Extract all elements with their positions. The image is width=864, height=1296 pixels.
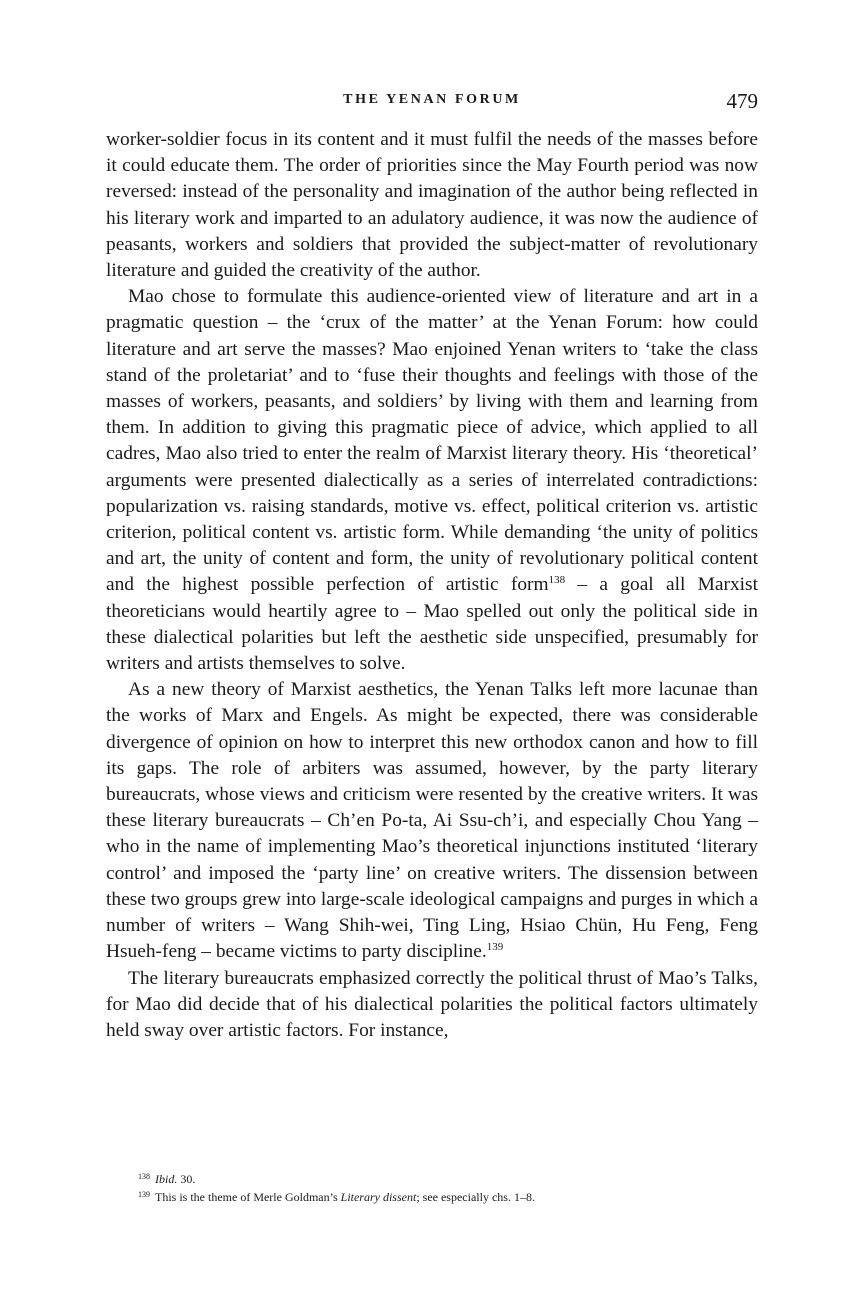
footnote-number: 138 bbox=[138, 1172, 150, 1181]
running-head bbox=[106, 90, 758, 118]
footnote-title: Ibid. bbox=[155, 1172, 178, 1186]
paragraph-text: – a goal all Marxist theoreticians would heartily agree to – Mao spelled out only the political side in these dialectical polarities but left the aesthetic side unspecified, presumably for writers and artists themselves to solve. bbox=[106, 574, 758, 675]
footnote-ref: 138 bbox=[548, 574, 566, 587]
paragraph bbox=[106, 127, 758, 284]
footnote-text: This is the theme of Merle Goldman’s bbox=[155, 1189, 341, 1204]
paragraph-text: The literary bureaucrats emphasized correctly the political thrust of Mao’s Talks, for Mao did decide that of his dialectical polarities the political factors ultimately held sway over artistic factors. For instance, bbox=[106, 967, 758, 1041]
paragraph-text: worker-soldier focus in its content and it must fulfil the needs of the masses before it could educate them. The order of priorities since the May Fourth period was now reversed: instead of the personality and imagination of the author being reflected in his literary work and imparted to an adulatory audience, it was now the audience of peasants, workers and soldiers that provided the subject-matter of revolutionary literature and guided the creativity of the author. bbox=[106, 129, 758, 282]
footnotes bbox=[138, 1171, 758, 1206]
body-text bbox=[106, 127, 758, 1044]
paragraph-text: Mao chose to formulate this audience-oriented view of literature and art in a pragmatic question – the ‘crux of the matter’ at the Yenan Forum: how could literature and art serve the masses? Mao enjoined Yenan writers to ‘take the class stand of the proletariat’ and to ‘fuse their thoughts and feelings with those of the masses of workers, peasants, and soldiers’ by living with them and learning from them. In addition to giving this pragmatic piece of advice, which applied to all cadres, Mao also tried to enter the realm of Marxist literary theory. His ‘theoretical’ arguments were presented dialectically as a series of interrelated contradictions: popularization vs. raising standards, motive vs. effect, political criterion vs. artistic criterion, political content vs. artistic form. While demanding ‘the unity of politics and art, the unity of content and form, the unity of revolutionary political content and the highest possible perfection of artistic form bbox=[106, 286, 758, 596]
book-page bbox=[106, 90, 758, 1044]
footnote-text: 30. bbox=[177, 1172, 196, 1186]
paragraph-text: As a new theory of Marxist aesthetics, the Yenan Talks left more lacunae than the works of Marx and Engels. As might be expected, there was considerable divergence of opinion on how to interpret this new orthodox canon and how to fill its gaps. The role of arbiters was assumed, however, by the party literary bureaucrats, whose views and criticism were resented by the creative writers. It was these literary bureaucrats – Ch’en Po-ta, Ai Ssu-ch’i, and especially Chou Yang – who in the name of implementing Mao’s theoretical injunctions instituted ‘literary control’ and imposed the ‘party line’ on creative writers. The dissension between these two groups grew into large-scale ideological campaigns and purges in which a number of writers – Wang Shih-wei, Ting Ling, Hsiao Chün, Hu Feng, Feng Hsueh-feng – became victims to party discipline. bbox=[106, 679, 758, 963]
footnote-text: ; see especially chs. 1–8. bbox=[416, 1189, 535, 1204]
footnote-title: Literary dissent bbox=[340, 1189, 417, 1204]
page-number: 479 bbox=[726, 89, 758, 113]
footnote bbox=[138, 1171, 758, 1189]
paragraph bbox=[106, 284, 758, 677]
running-title: THE YENAN FORUM bbox=[343, 92, 521, 107]
footnote-number: 139 bbox=[138, 1189, 150, 1199]
paragraph bbox=[106, 966, 758, 1045]
footnote bbox=[138, 1189, 758, 1207]
footnote-ref: 139 bbox=[486, 941, 504, 954]
paragraph bbox=[106, 677, 758, 965]
